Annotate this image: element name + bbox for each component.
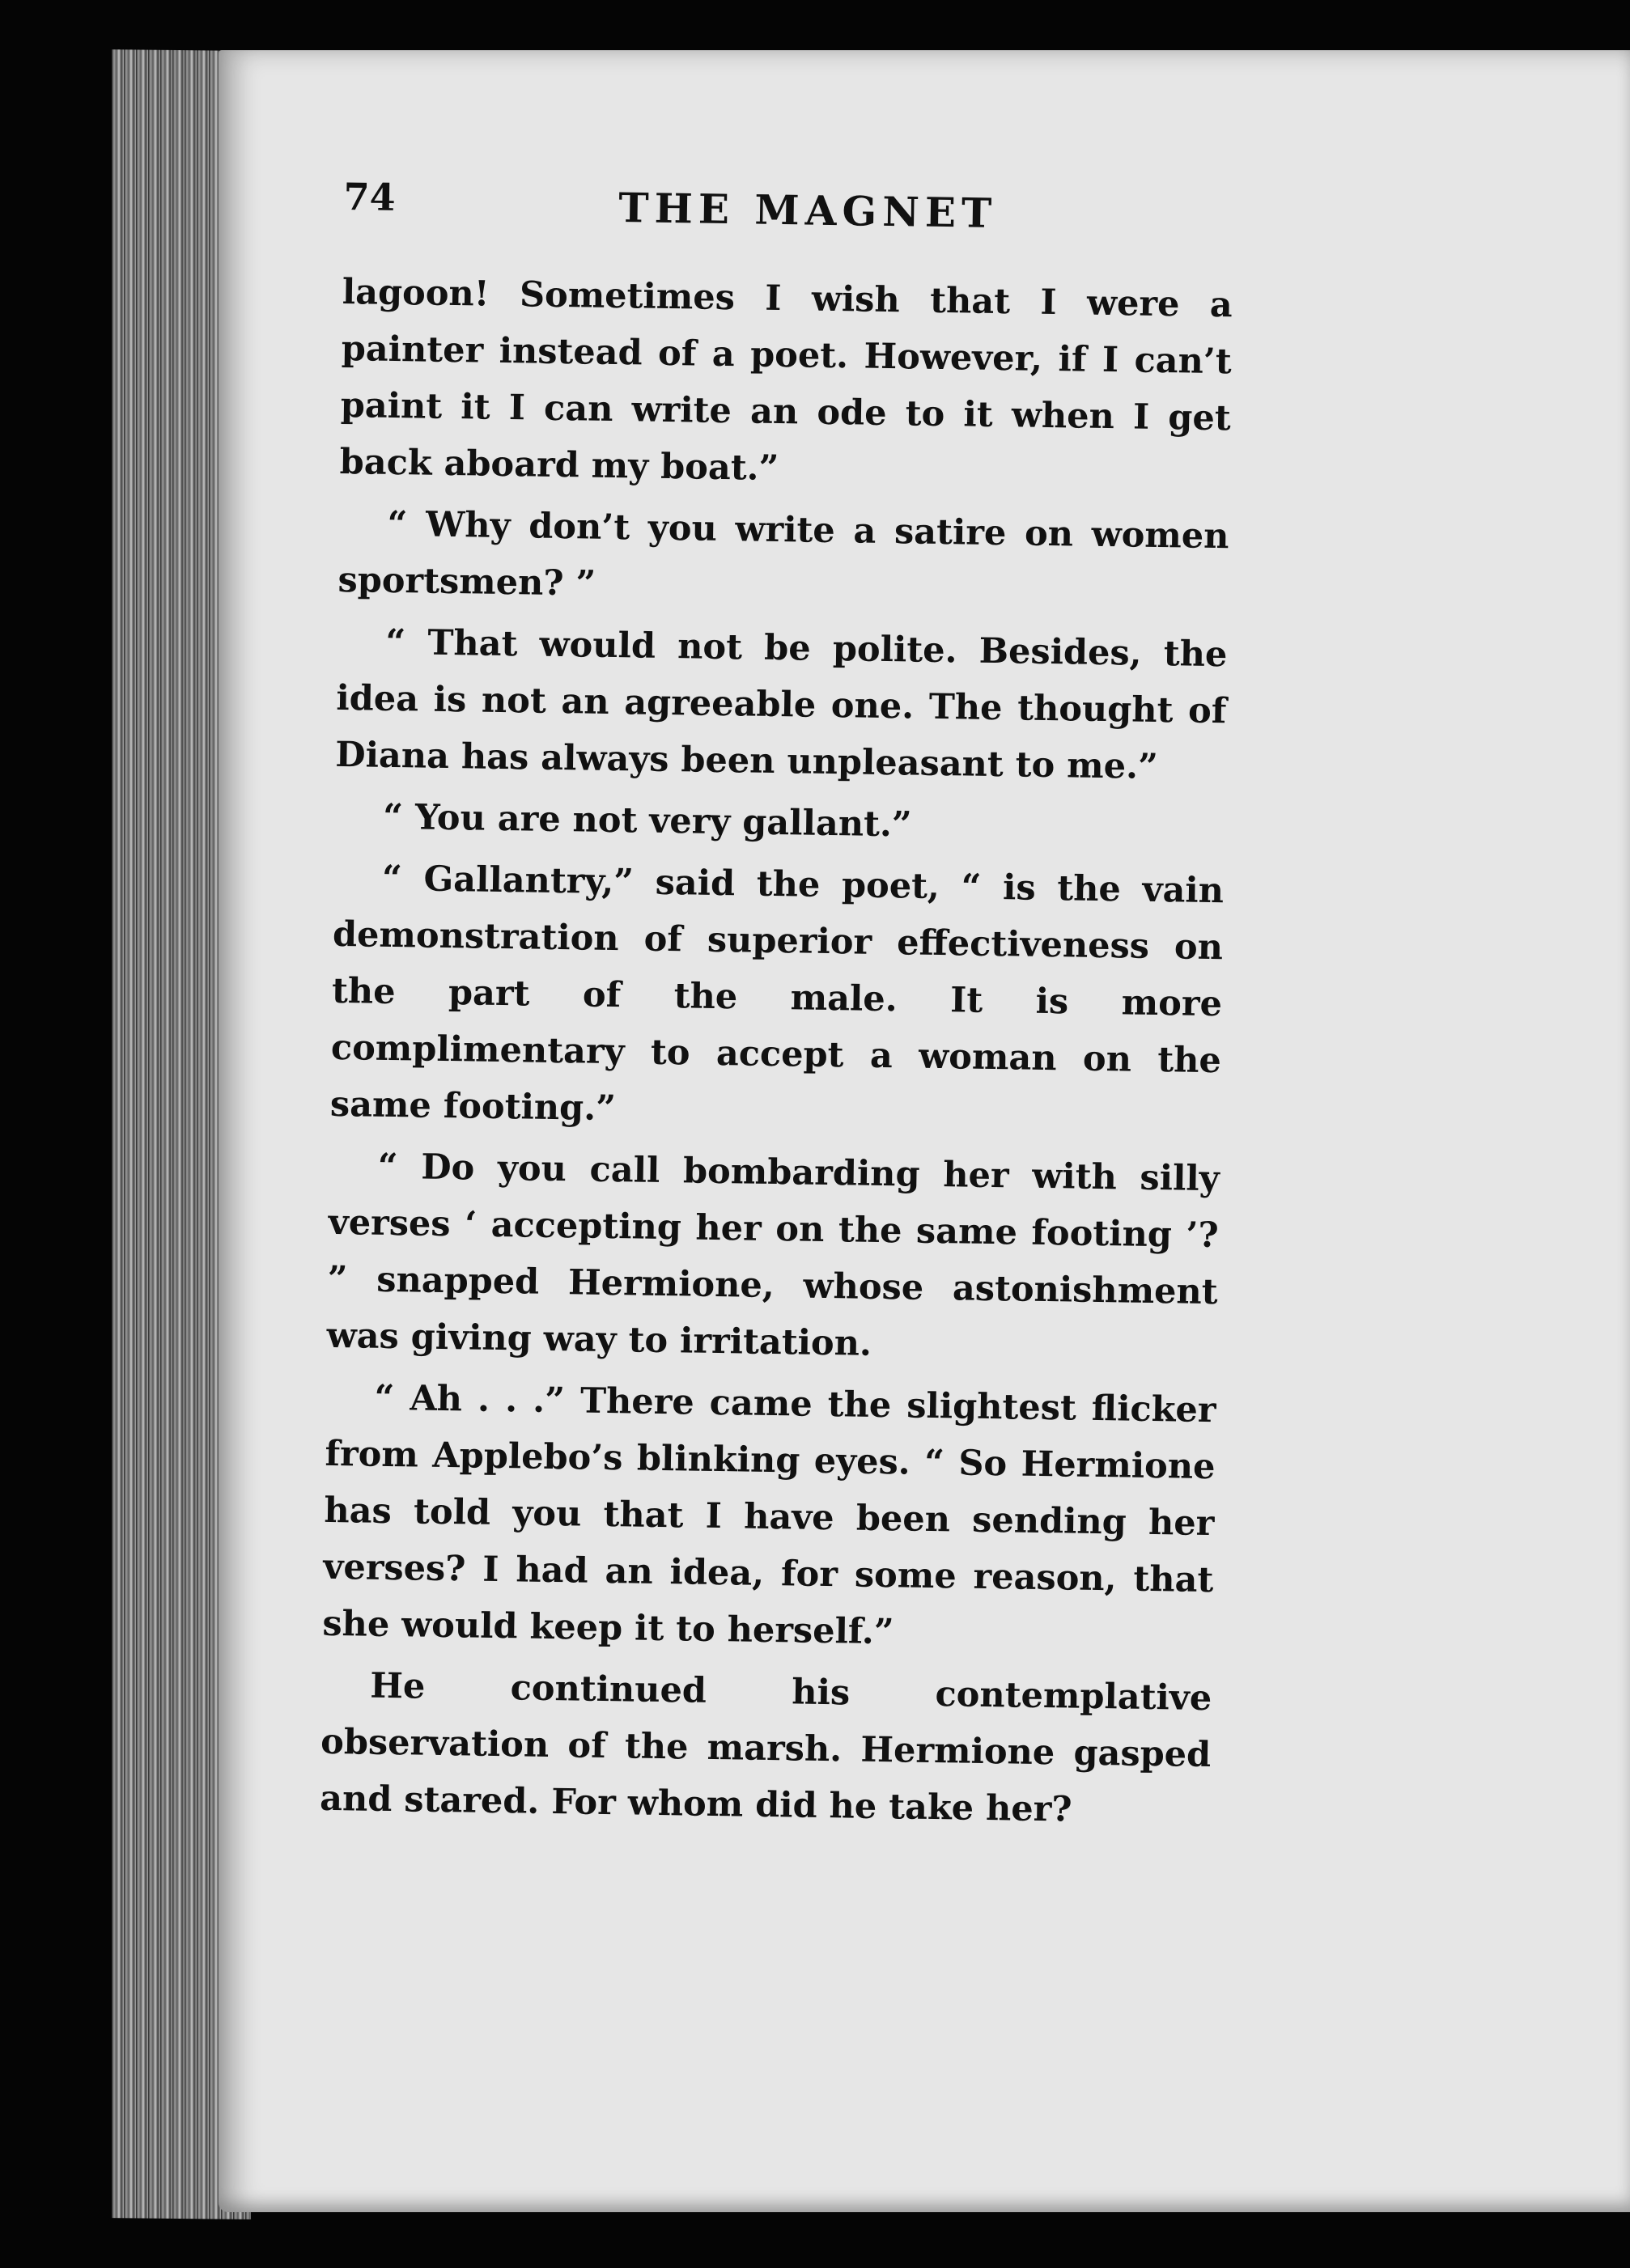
paragraph-8: He continued his contemplative observation of the marsh. Hermione gasped and stared. For whom did he take her? [319,1665,1212,1830]
paragraph-7: “ Ah . . .” There came the slightest flicker from Applebo’s blinking eyes. “ So Hermione has told you that I have been sending her verses? I had an idea, for some reason, that she would keep it to herself.” [322,1377,1216,1653]
running-title: THE MAGNET [618,184,998,237]
page-number: 74 [343,175,397,219]
body-text [320,264,1233,1840]
page-content [320,175,1509,1849]
paragraph-3: “ That would not be polite. Besides, the idea is not an agreeable one. The thought of Diana has always been unpleasant to me.” [334,621,1228,787]
paragraph-1: lagoon! Sometimes I wish that I were a painter instead of a poet. However, if I can’t paint it I can write an ode to it when I get back aboard my boat.” [339,271,1233,490]
paragraph-6: “ Do you call bombarding her with silly verses ‘ accepting her on the same footing ’? ” snapped Hermione, whose astonishment was giving way to irritation. [326,1146,1220,1364]
paragraph-4: “ You are not very gallant.” [382,796,912,846]
paragraph-5: “ Gallantry,” said the poet, “ is the vain demonstration of superior effectiveness on the part of the male. It is more complimentary to accept a woman on the same footing.” [329,858,1225,1130]
running-head [342,175,1509,281]
paragraph-2: “ Why don’t you write a satire on women sportsmen? ” [337,503,1229,604]
